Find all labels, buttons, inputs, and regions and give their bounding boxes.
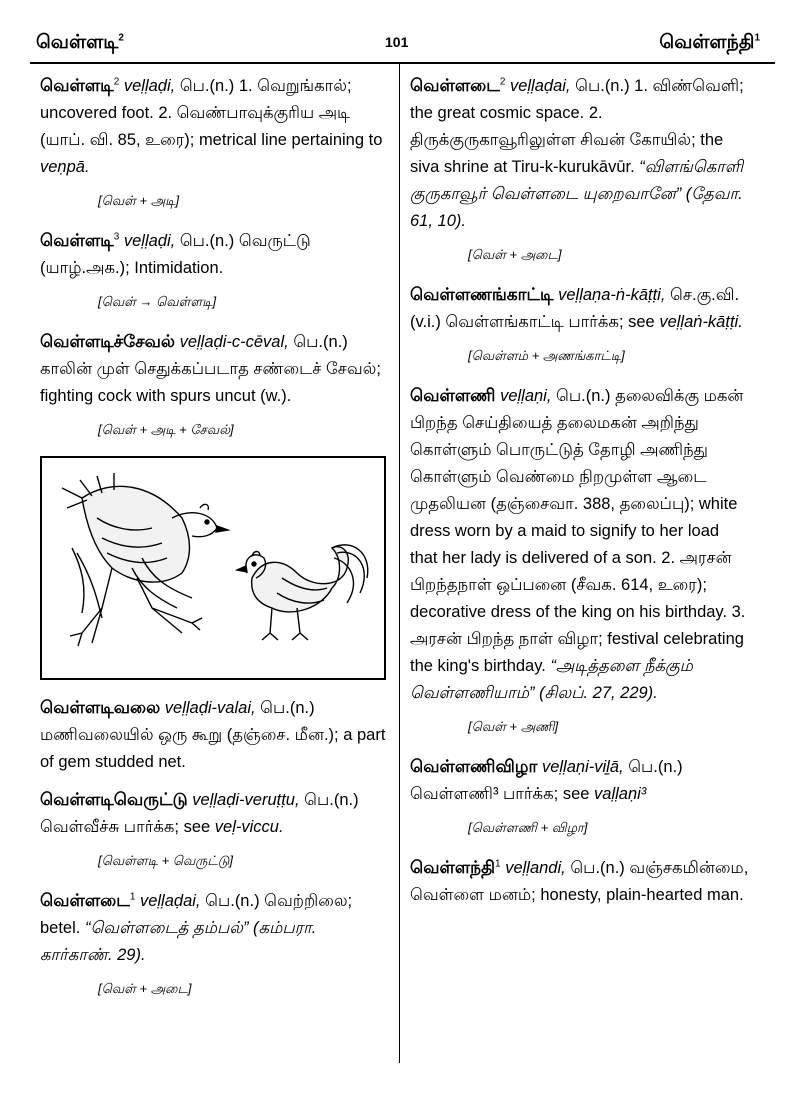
entry-headword: வெள்ளடிச்சேவல் <box>40 332 175 351</box>
dictionary-entry <box>40 694 386 776</box>
entry-definition: பெ.(n.) வஞ்சகமின்மை, வெள்ளை மனம்; honesty, plain-hearted man. <box>410 859 749 904</box>
entry-headword: வெள்ளடி <box>40 231 114 250</box>
entry-citation: veḷ-viccu. <box>214 818 284 836</box>
entry-text <box>410 281 750 336</box>
entry-headword: வெள்ளணி <box>410 386 496 405</box>
running-head-left <box>36 32 124 56</box>
right-column <box>410 72 750 919</box>
entry-definition: பெ.(n.) வெள்ளணி³ பார்க்க; see <box>410 758 683 803</box>
entry-text <box>40 786 386 841</box>
entry-headword: வெள்ளடிவலை <box>40 698 161 717</box>
dictionary-entry <box>40 72 386 211</box>
entry-transliteration: veḷḷaṇi-viḻā, <box>541 758 624 776</box>
entry-etymology: [வெள் + அணி] <box>468 719 559 734</box>
entry-headword: வெள்ளந்தி <box>410 858 496 877</box>
entry-transliteration: veḷḷaḍi-veruṭṭu, <box>192 791 300 809</box>
entry-definition: செ.கு.வி. (v.i.) வெள்ளங்காட்டி பார்க்க; see <box>410 286 740 331</box>
entry-definition: பெ.(n.) தலைவிக்கு மகன் பிறந்த செய்தியைத் தலைமகன் அறிந்து கொள்ளும் பொருட்டுத் தோழி அணிந்து கொள்ளும் வெண்மை நிறமுள்ள ஆடை முதலியன (தஞ்சைவா. 388, தலைப்பு); white dress worn by a maid to signify to her load that her lady is delivered of a son. 2. அரசன் பிறந்தநாள் ஒப்பனை (சீவக. 614, உரை); decorative dress of the king on his birthday. 3. அரசன் பிறந்த நாள் விழா; festival celebrating the king's birthday. <box>410 387 746 675</box>
running-head-right-sup: 1 <box>754 32 760 44</box>
running-head-left-sup: 2 <box>118 32 124 44</box>
dictionary-entry <box>410 72 750 265</box>
entry-etymology: [வெள் + அடி + சேவல்] <box>98 422 234 437</box>
dictionary-entry <box>410 281 750 366</box>
entry-transliteration: veḷḷaṇa-ṅ-kāṭṭi, <box>558 286 666 304</box>
entry-definition: பெ.(n.) மணிவலையில் ஒரு கூறு (தஞ்சை. மீன.); a part of gem studded net. <box>40 699 386 771</box>
dictionary-entry <box>40 328 386 440</box>
page-number: 101 <box>385 34 409 50</box>
entry-text <box>40 328 386 410</box>
entry-text <box>40 72 386 181</box>
entry-etymology: [வெள் + அடை] <box>98 981 192 996</box>
entry-text <box>410 382 750 707</box>
entry-definition: பெ.(n.) காலின் முள் செதுக்கப்படாத சண்டைச் சேவல்; fighting cock with spurs uncut (w.). <box>40 333 381 405</box>
entry-definition: பெ.(n.) வெள்வீச்சு பார்க்க; see <box>40 791 359 836</box>
entry-homonym-number: 3 <box>113 231 120 243</box>
entry-homonym-number: 1 <box>495 858 501 870</box>
entry-transliteration: veḷḷaḍi, <box>123 77 176 95</box>
dictionary-entry <box>410 382 750 737</box>
entry-citation: “வெள்ளடைத் தம்பல்” (கம்பரா. கார்காண். 29). <box>40 919 317 964</box>
left-entries-bottom <box>40 694 386 999</box>
entry-headword: வெள்ளடிவெருட்டு <box>40 790 188 809</box>
dictionary-entry <box>410 854 750 909</box>
left-entries-top <box>40 72 386 440</box>
entry-text <box>410 753 750 808</box>
entry-transliteration: veḷḷaḍai, <box>509 77 571 95</box>
running-head-right-word: வெள்ளந்தி <box>659 32 755 53</box>
left-column <box>40 72 386 1015</box>
entry-transliteration: veḷḷaṇi, <box>500 387 552 405</box>
entry-transliteration: veḷḷaḍi-c-cēval, <box>179 333 289 351</box>
dictionary-entry <box>40 786 386 871</box>
fighting-cocks-drawing <box>42 458 384 678</box>
entry-etymology: [வெள்ளணி + விழா] <box>468 820 588 835</box>
dictionary-entry <box>40 227 386 312</box>
entry-definition: பெ.(n.) 1. வெறுங்கால்; uncovered foot. 2. வெண்பாவுக்குரிய அடி (யாப். வி. 85, உரை); metrical line pertaining to <box>40 77 383 149</box>
entry-text <box>410 72 750 235</box>
entry-headword: வெள்ளணிவிழா <box>410 757 538 776</box>
column-divider <box>399 63 400 1063</box>
entry-citation: veṇpā. <box>40 158 90 176</box>
fighting-cocks-illustration <box>40 456 386 680</box>
entry-citation: vaḷḷaṇi³ <box>594 785 647 803</box>
entry-definition: பெ.(n.) வெருட்டு (யாழ்.அக.); Intimidation. <box>40 232 311 277</box>
entry-homonym-number: 2 <box>113 76 120 88</box>
entry-citation: “விளங்கொளி குருகாவூர் வெள்ளடை யுறைவானே” (தேவா. 61, 10). <box>410 158 744 230</box>
entry-etymology: [வெள் + அடை] <box>468 247 562 262</box>
entry-text <box>40 227 386 282</box>
entry-text <box>40 694 386 776</box>
running-head-left-word: வெள்ளடி <box>36 32 119 53</box>
entry-etymology: [வெள்ளடி + வெருட்டு] <box>98 853 233 868</box>
entry-homonym-number: 1 <box>129 891 136 903</box>
running-head-right <box>659 32 760 56</box>
entry-definition: பெ.(n.) 1. விண்வெளி; the great cosmic space. 2. திருக்குருகாவூரிலுள்ள சிவன் கோயில்; the siva shrine at Tiru-k-kurukāvūr. <box>410 77 744 176</box>
entry-text <box>40 887 386 969</box>
entry-etymology: [வெள்ளம் + அணங்காட்டி] <box>468 348 625 363</box>
entry-transliteration: veḷḷaḍai, <box>139 892 201 910</box>
entry-definition: பெ.(n.) வெற்றிலை; betel. <box>40 892 353 937</box>
entry-text <box>410 854 750 909</box>
entry-etymology: [வெள் → வெள்ளடி] <box>98 294 217 309</box>
entry-etymology: [வெள் + அடி] <box>98 193 180 208</box>
entry-transliteration: veḷḷandi, <box>505 859 566 877</box>
entry-transliteration: veḷḷaḍi-valai, <box>164 699 256 717</box>
page-header <box>0 0 800 60</box>
entry-headword: வெள்ளடி <box>40 76 114 95</box>
entry-headword: வெள்ளடை <box>410 76 500 95</box>
entry-transliteration: veḷḷaḍi, <box>123 232 176 250</box>
dictionary-entry <box>40 887 386 999</box>
entry-headword: வெள்ளடை <box>40 891 130 910</box>
dictionary-entry <box>410 753 750 838</box>
right-entries <box>410 72 750 909</box>
entry-homonym-number: 2 <box>499 76 506 88</box>
entry-citation: veḷḷaṅ-kāṭṭi. <box>659 313 743 331</box>
entry-citation: “அடித்தளை நீக்கும் வெள்ளணியாம்” (சிலப். 27, 229). <box>410 657 693 702</box>
header-rule <box>30 62 775 64</box>
entry-headword: வெள்ளணங்காட்டி <box>410 285 554 304</box>
